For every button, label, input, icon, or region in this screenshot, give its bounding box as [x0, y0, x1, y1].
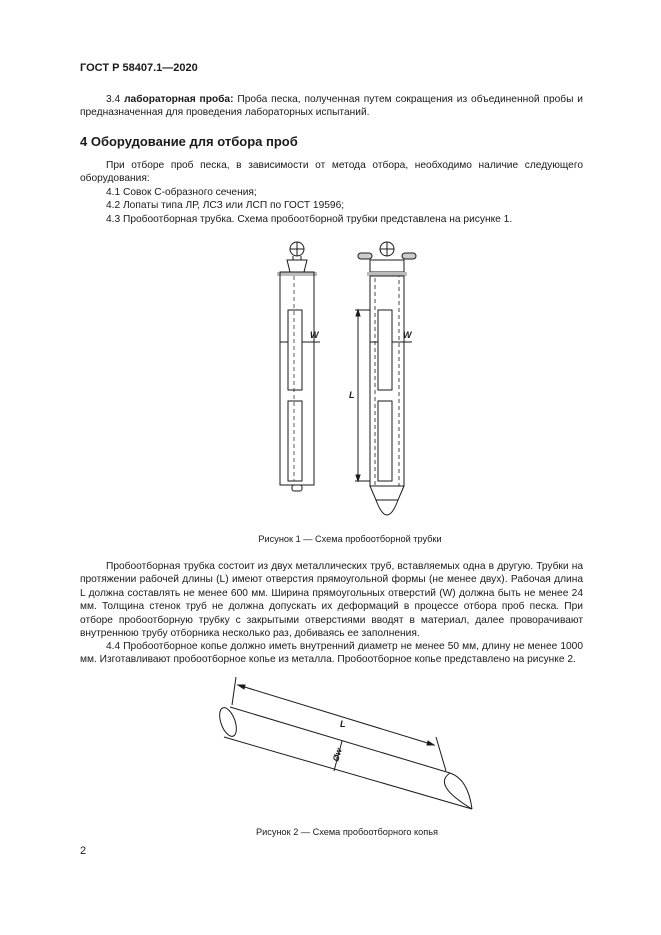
figure-2-caption: Рисунок 2 — Схема пробоотборного копья [256, 827, 438, 837]
definition-term: лабораторная проба: [124, 94, 234, 105]
diameter-label: Øw [330, 746, 344, 763]
definition-number: 3.4 [106, 94, 121, 105]
intro-paragraph: При отборе проб песка, в зависимости от метода отбора, необходимо наличие следующего оборудования: [80, 160, 583, 185]
figure-2-sampling-spear [210, 675, 490, 825]
list-item: 4.2 Лопаты типа ЛР, ЛСЗ или ЛСП по ГОСТ 19596; [106, 200, 345, 212]
figure-1-caption: Рисунок 1 — Схема пробоотборной трубки [258, 534, 442, 544]
definition-3-4 [80, 93, 583, 120]
figure-1-sampling-tube [260, 238, 440, 528]
section-heading: 4 Оборудование для отбора проб [80, 134, 298, 149]
spear-description: 4.4 Пробоотборное копье должно иметь внутренний диаметр не менее 50 мм, длину не менее 1000 мм. Изготавливают пробоотборное копье из металла. Пробоотборное копье представлено на рисунке 2. [80, 641, 583, 666]
w-label-right: W [403, 330, 412, 340]
tube-left [277, 242, 320, 491]
tube-right [355, 242, 416, 515]
document-header: ГОСТ Р 58407.1—2020 [80, 62, 198, 74]
l-label: L [349, 390, 355, 400]
page-number: 2 [80, 845, 87, 857]
equipment-list [80, 186, 583, 226]
list-item: 4.3 Пробоотборная трубка. Схема пробоотборной трубки представлена на рисунке 1. [106, 213, 513, 225]
list-item: 4.1 Совок С-образного сечения; [106, 187, 257, 198]
w-label-left: W [310, 330, 319, 340]
tube-description: Пробоотборная трубка состоит из двух металлических труб, вставляемых одна в другую. Трубки на протяжении рабочей длины (L) имеют отверстия прямоугольной формы (не менее двух). Рабочая длина L должна составлять не менее 600 мм. Ширина прямоугольных отверстий (W) должна быть не менее 24 мм. Толщина стенок труб не должна допускать их деформаций в процессе отбора проб песка. При отборе пробоотборную трубку с закрытыми отверстиями вводят в материал, далее проворачивают внутреннюю трубу отборника несколько раз, добиваясь ее заполнения. [80, 561, 583, 640]
definition-text: Проба песка, полученная путем сокращения из объединенной пробы и предназначенная для проведения лабораторных испытаний. [80, 94, 583, 119]
l-label: L [340, 719, 346, 729]
